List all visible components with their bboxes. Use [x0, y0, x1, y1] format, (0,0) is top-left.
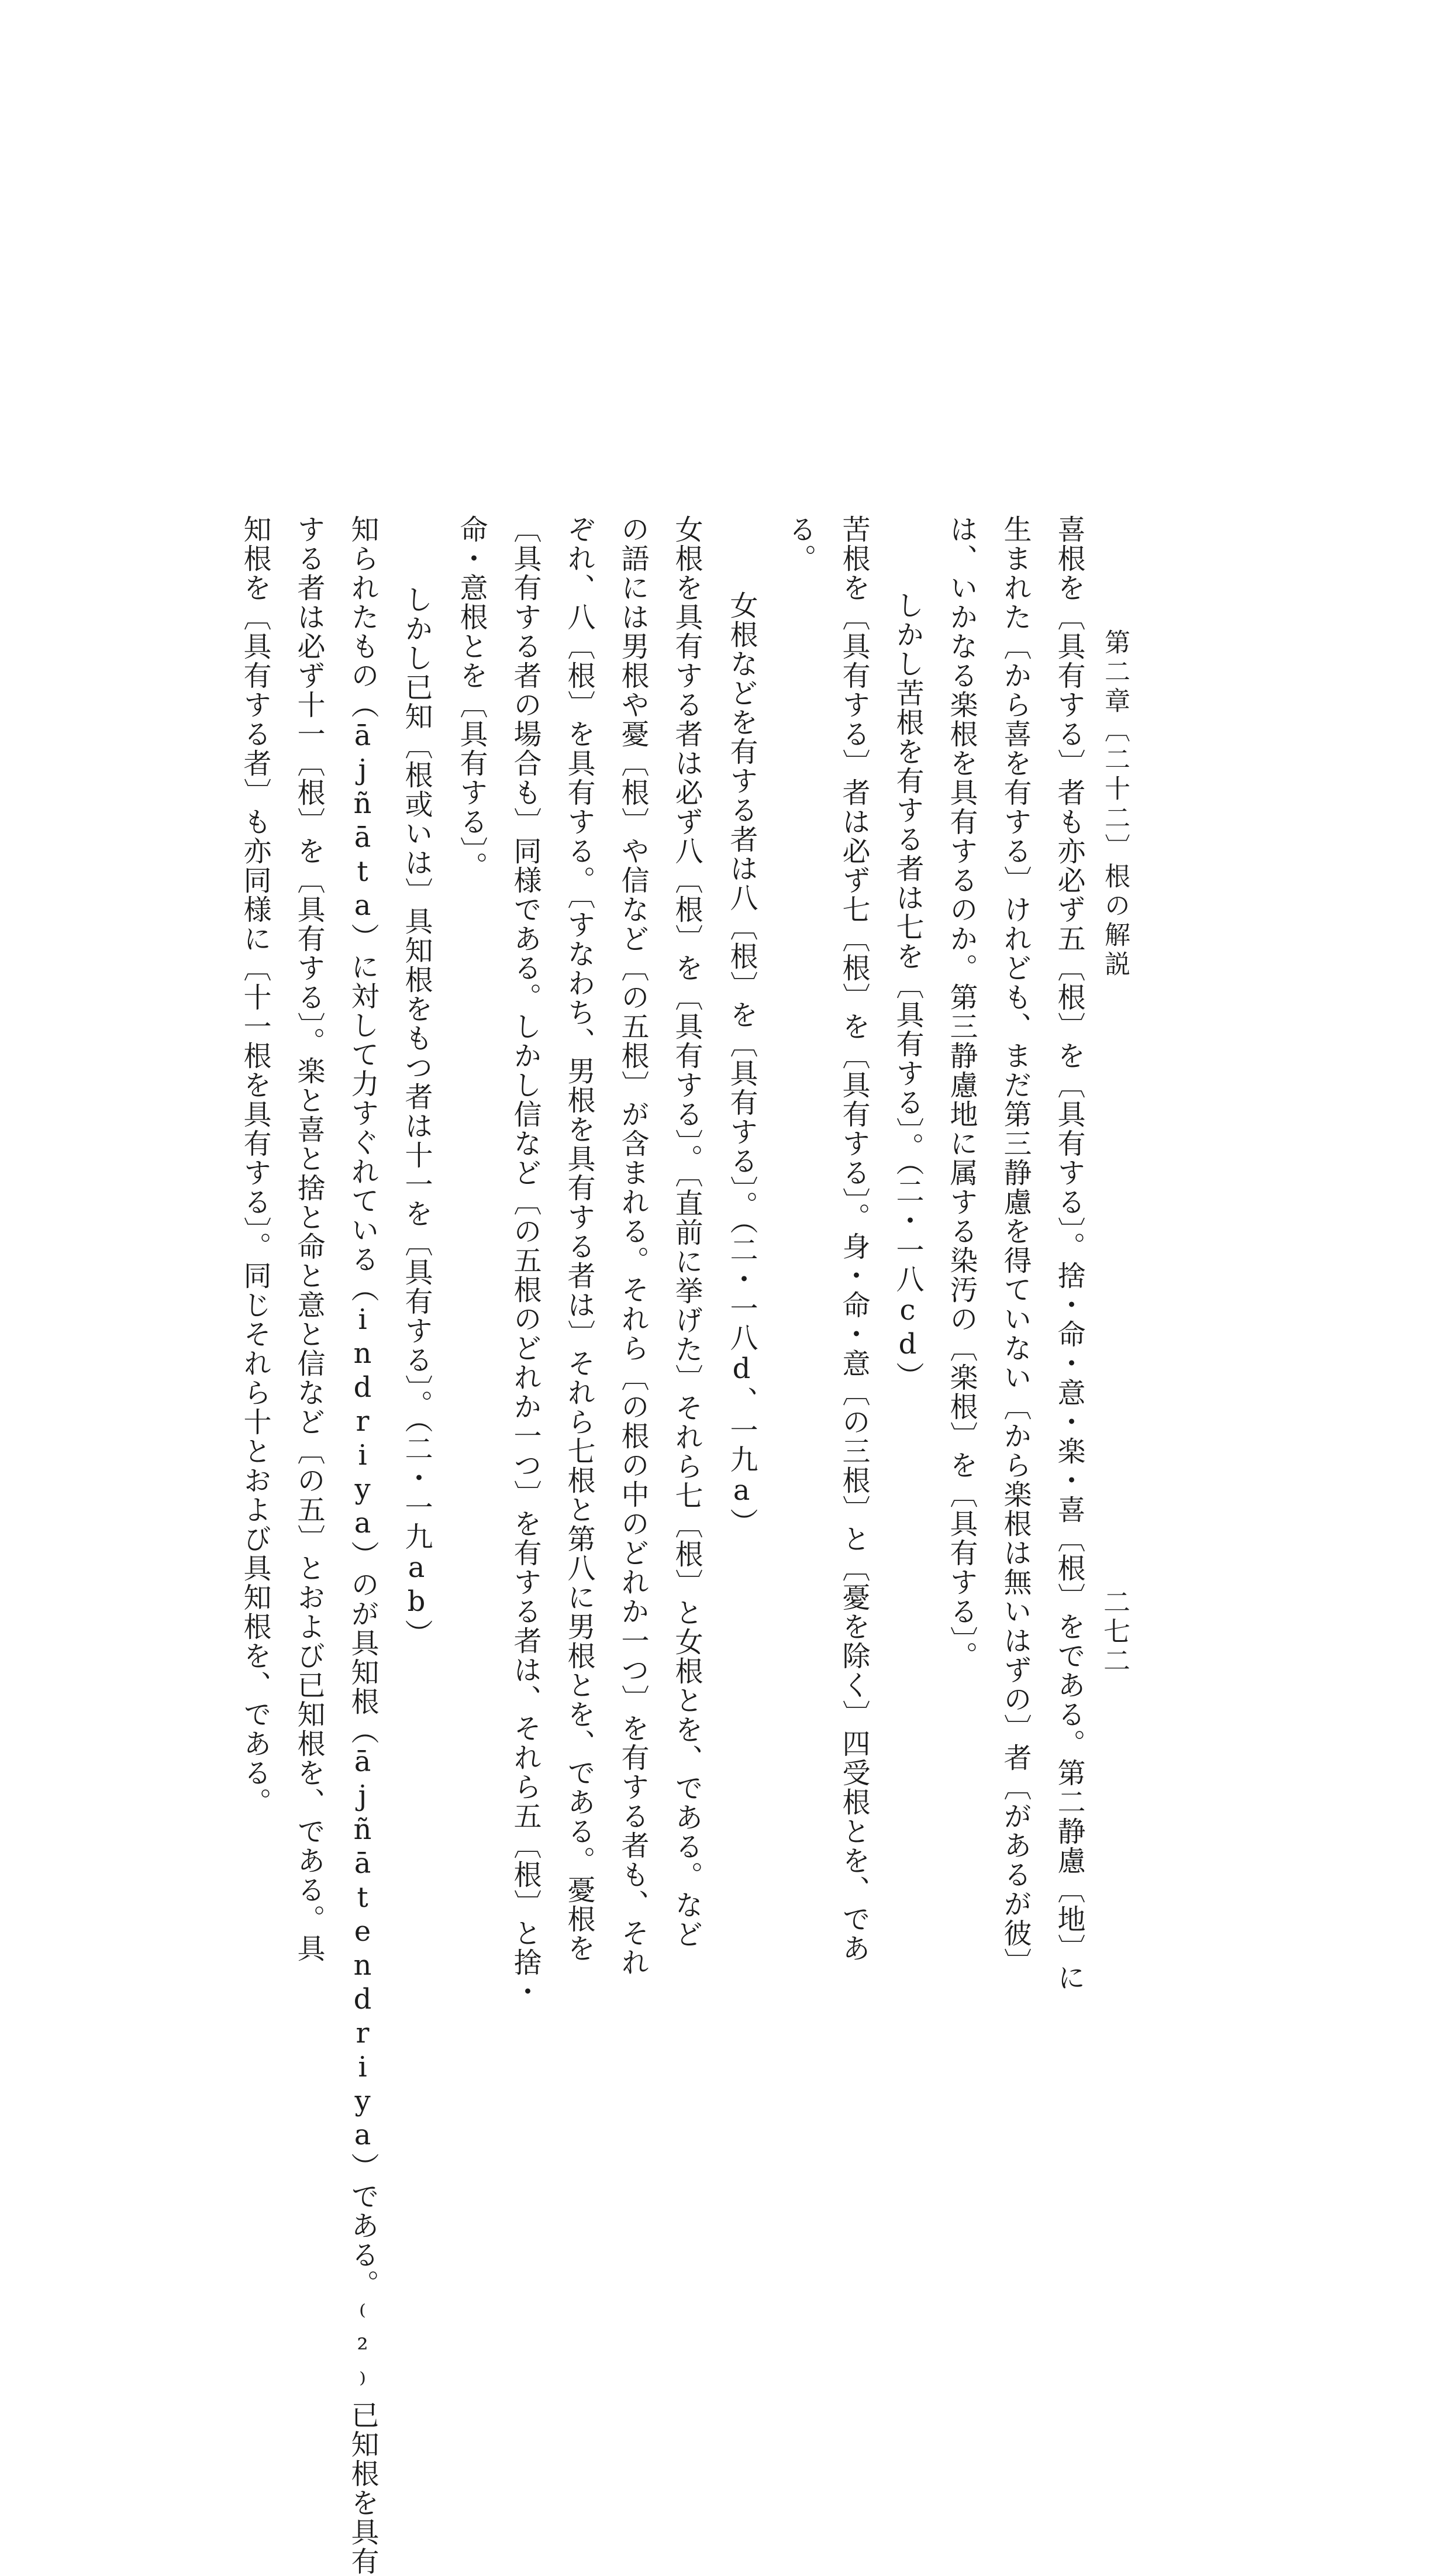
text-line: の語には男根や憂〔根〕や信など〔の五根〕が含まれる。それら〔の根の中のどれか一つ〕を有する者も、それ — [616, 515, 649, 1977]
text-line: 喜根を〔具有する〕者も亦必ず五〔根〕を〔具有する〕。捨・命・意・楽・喜〔根〕をである。第二静慮〔地〕に — [1053, 515, 1085, 1992]
text-line: しかし已知〔根或いは〕具知根をもつ者は十一を〔具有する〕。（二・一九ab） — [400, 585, 433, 1648]
text-line: 知根を〔具有する者〕も亦同様に〔十一根を具有する〕。同じそれら十とおよび具知根を、である。 — [239, 515, 271, 1817]
page-number: 二七二 — [1099, 1588, 1131, 1676]
text-line: 女根を具有する者は必ず八〔根〕を〔具有する〕。〔直前に挙げた〕それら七〔根〕と女根とを、である。など — [670, 515, 703, 1949]
text-line: る。 — [784, 515, 816, 573]
text-line: 命・意根とを〔具有する〕。 — [455, 515, 488, 881]
chapter-header: 第二章〔二十二〕根の解説 — [1100, 629, 1130, 980]
text-line: 女根などを有する者は八〔根〕を〔具有する〕。（二・一八d、一九a） — [725, 591, 758, 1537]
text-line: 苦根を〔具有する〕者は必ず七〔根〕を〔具有する〕。身・命・意〔の三根〕と〔憂を除く〕四受根とを、であ — [837, 515, 870, 1963]
text-line: 生まれた〔から喜を有する〕けれども、まだ第三静慮を得ていない〔から楽根は無いはずの〕者〔があるが彼〕 — [999, 515, 1032, 1977]
text-line: ぞれ、八〔根〕を具有する。〔すなわち、男根を具有する者は〕それら七根と第八に男根とを、である。憂根を — [563, 515, 595, 1963]
text-line: しかし苦根を有する者は七を〔具有する〕。（二・一八cd） — [891, 591, 924, 1391]
text-line: は、いかなる楽根を具有するのか。第三静慮地に属する染汚の〔楽根〕を〔具有する〕。 — [945, 515, 978, 1671]
text-line: 〔具有する者の場合も〕同様である。しかし信など〔の五根のどれか一つ〕を有する者は、それら五〔根〕と捨・ — [509, 515, 542, 2006]
text-line: する者は必ず十一〔根〕を〔具有する〕。楽と喜と捨と命と意と信など〔の五〕とおよび已知根を、である。具 — [292, 515, 325, 1963]
text-line: 知られたもの（ājñāta）に対して力すぐれている（indriya）のが具知根（ājñātendriya）である。⁽²⁾已知根を具有 — [346, 515, 379, 2576]
